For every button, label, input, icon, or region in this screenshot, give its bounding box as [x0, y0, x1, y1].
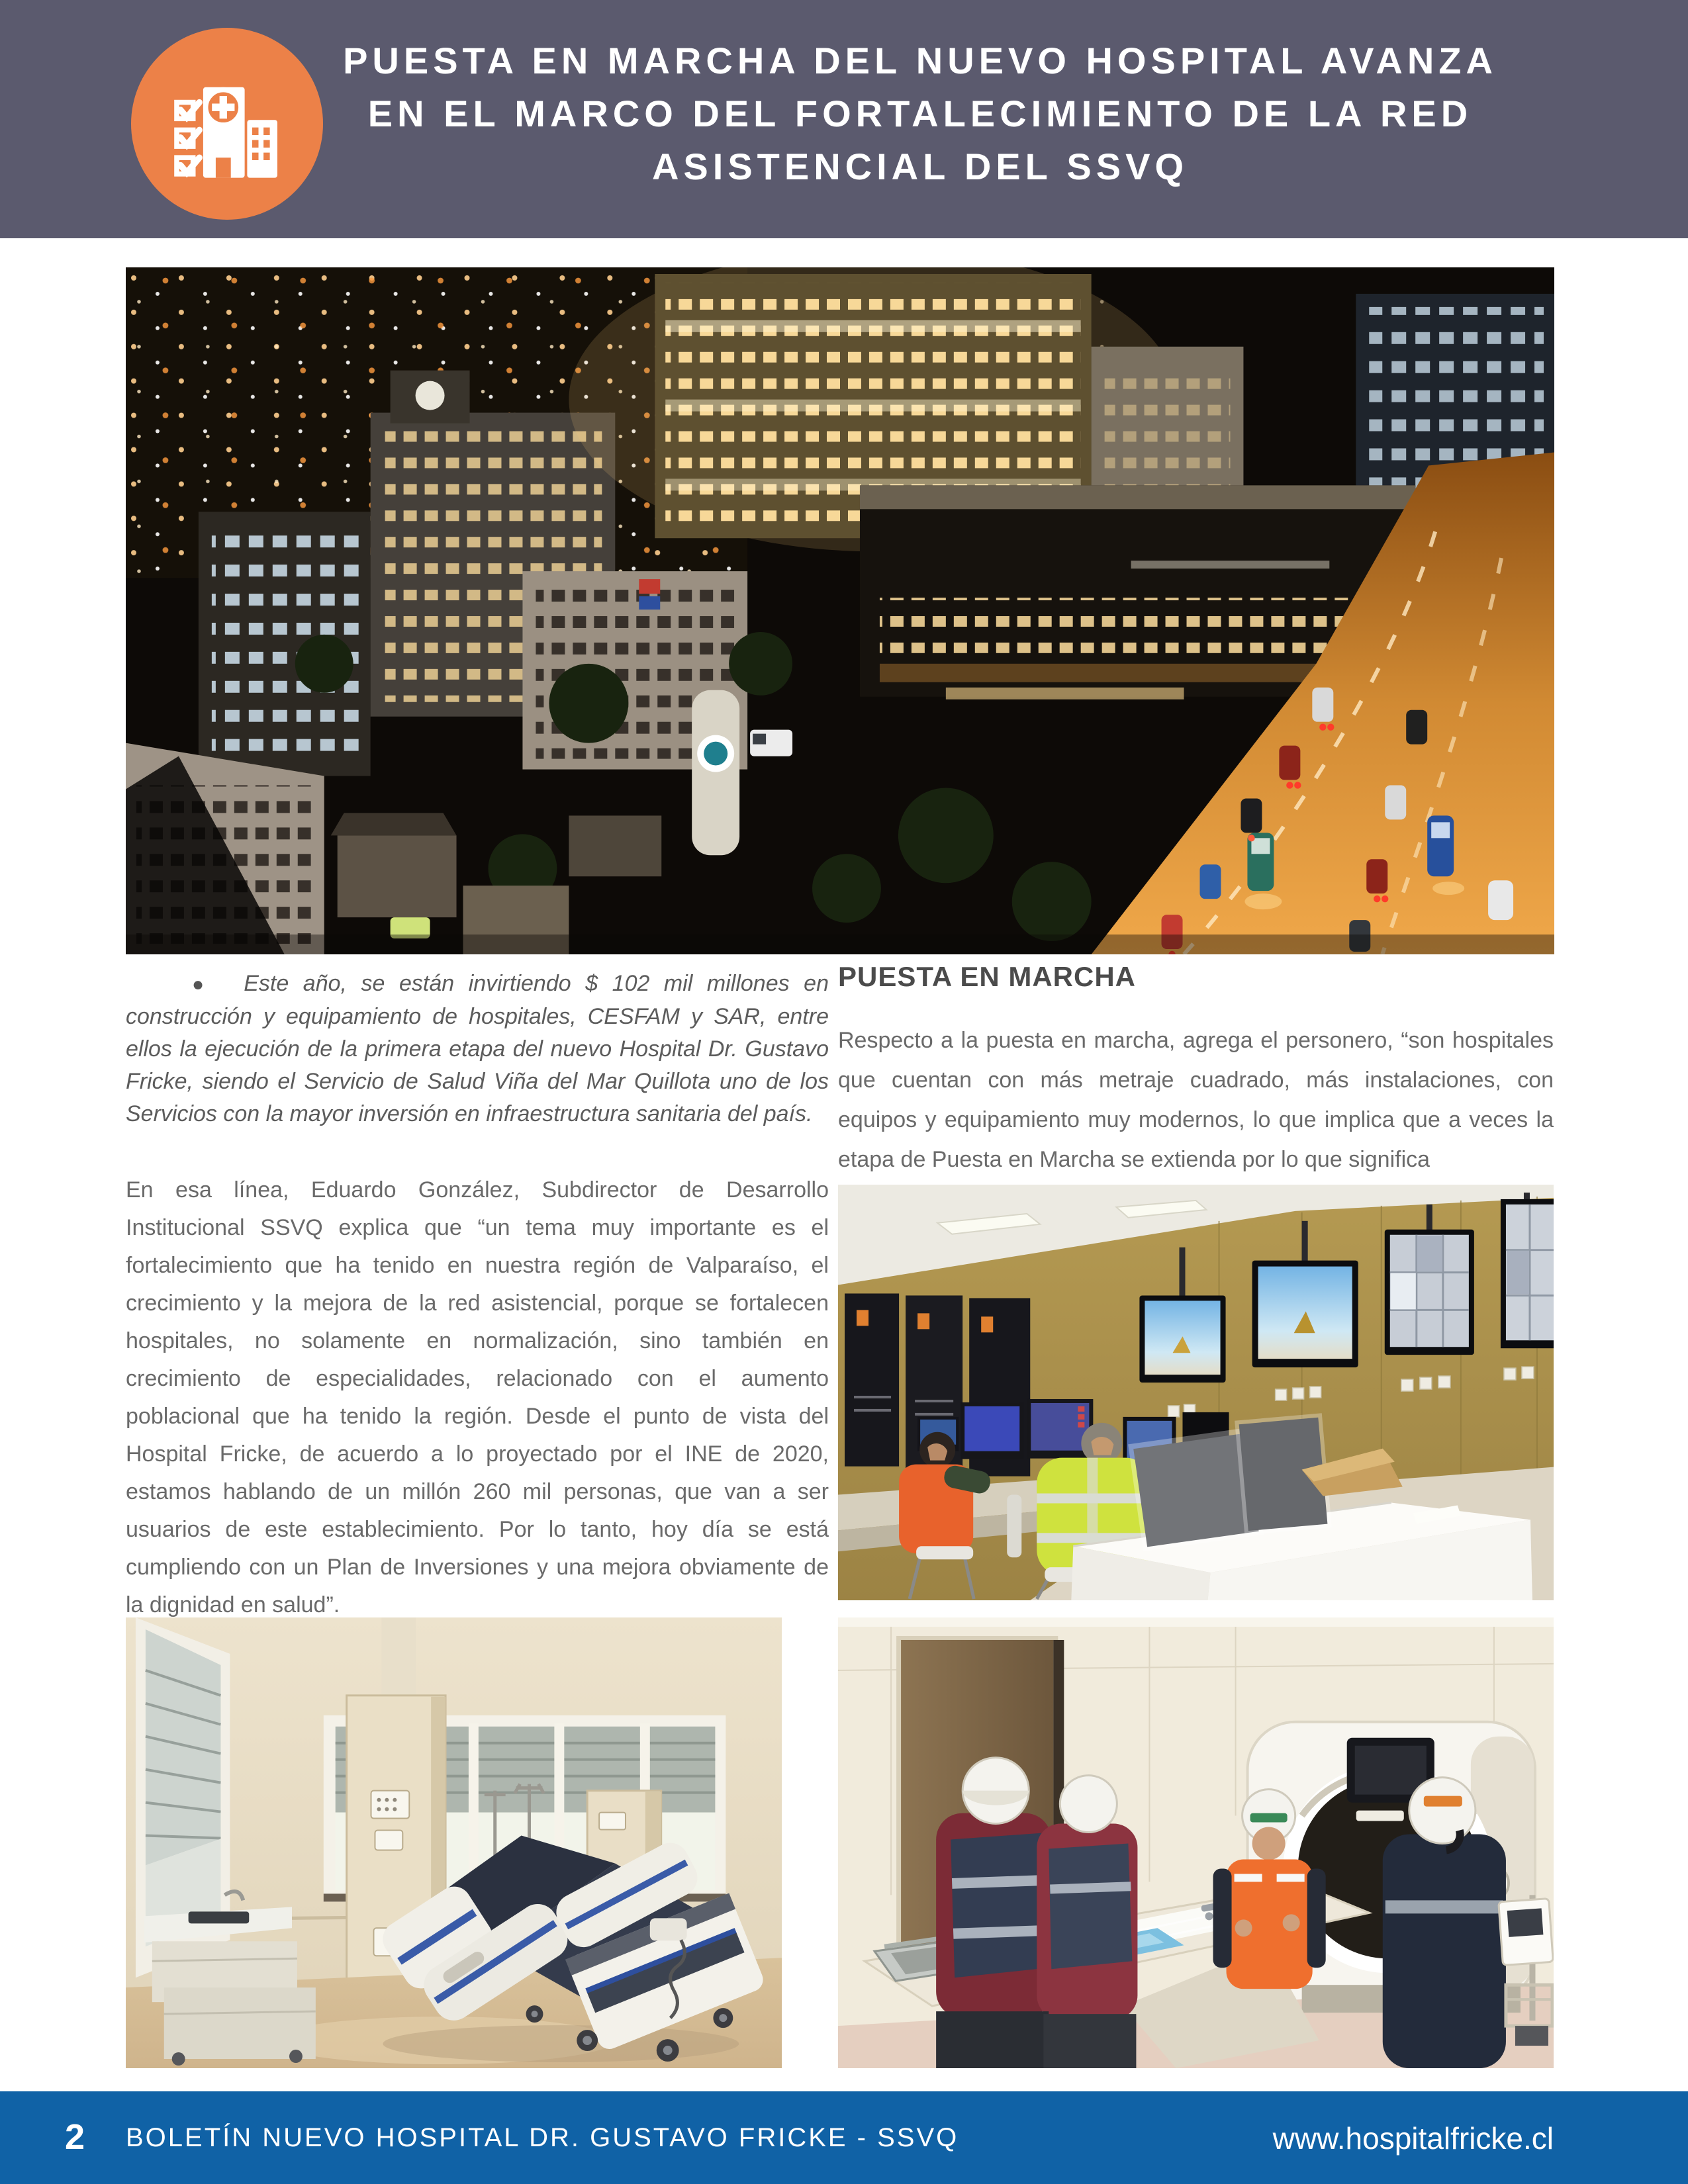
page-title-line-3: ASISTENCIAL DEL SSVQ: [651, 146, 1189, 187]
hospital-checklist-icon: [164, 60, 290, 189]
paragraph-eduardo-gonzalez: En esa línea, Eduardo González, Subdirector de Desarrollo Institucional SSVQ explica que “un tema muy importante es el fortalecimiento que ha tenido en nuestra región de Valparaíso, el crecimiento y la mejora de la red asistencial, porque se fortalecen hospitales, no solamente en normalización, sino también en crecimiento de especialidades, relacionado con el aumento poblacional que ha tenido la región. Desde el punto de vista del Hospital Fricke, de acuerdo a lo proyectado por el INE de 2020, estamos hablando de un millón 260 mil personas, que van a ser usuarios de este establecimiento. Por lo tanto, hoy día se está cumpliendo con un Plan de Inversiones y una mejora obviamente de la dignidad en salud”.: [126, 1177, 829, 1617]
header-band: [0, 0, 1688, 238]
page-number: 2: [65, 2117, 85, 2157]
footer-band: [0, 2091, 1688, 2184]
footer-website-url: www.hospitalfricke.cl: [1272, 2121, 1554, 2156]
lead-paragraph: [126, 968, 829, 1130]
page-title-line-2: EN EL MARCO DEL FORTALECIMIENTO DE LA RED: [367, 93, 1473, 134]
section-heading-puesta-en-marcha: PUESTA EN MARCHA: [838, 961, 1137, 992]
photo-security-control-room: [838, 1185, 1554, 1600]
photo-ct-scanner-inspection: [838, 1617, 1554, 2068]
right-column: [838, 961, 1554, 1179]
page-title-line-1: PUESTA EN MARCHA DEL NUEVO HOSPITAL AVANZA: [343, 40, 1497, 81]
bullet-marker: ●: [192, 974, 212, 995]
lead-text: Este año, se están invirtiendo $ 102 mil millones en construcción y equipamiento de hospitales, CESFAM y SAR, entre ellos la ejecución de la primera etapa del nuevo Hospital Dr. Gustavo Fricke, siendo el Servicio de Salud Viña del Mar Quillota uno de los Servicios con la mayor inversión en infraestructura sanitaria del país.: [126, 971, 829, 1126]
left-column: [126, 968, 829, 1624]
paragraph-puesta-en-marcha: Respecto a la puesta en marcha, agrega el personero, “son hospitales que cuentan con más metraje cuadrado, más instalaciones, con equipos y equipamiento muy modernos, lo que implica que a veces la etapa de Puesta en Marcha se extienda por lo que significa: [838, 1028, 1554, 1172]
photo-hospital-bed-room: [126, 1617, 782, 2068]
page-title: [311, 34, 1529, 193]
footer-bulletin-title: BOLETÍN NUEVO HOSPITAL DR. GUSTAVO FRICKE - SSVQ: [126, 2123, 959, 2152]
main-photo-hospital-night-aerial: [126, 267, 1554, 954]
header-icon-badge: [131, 28, 323, 220]
